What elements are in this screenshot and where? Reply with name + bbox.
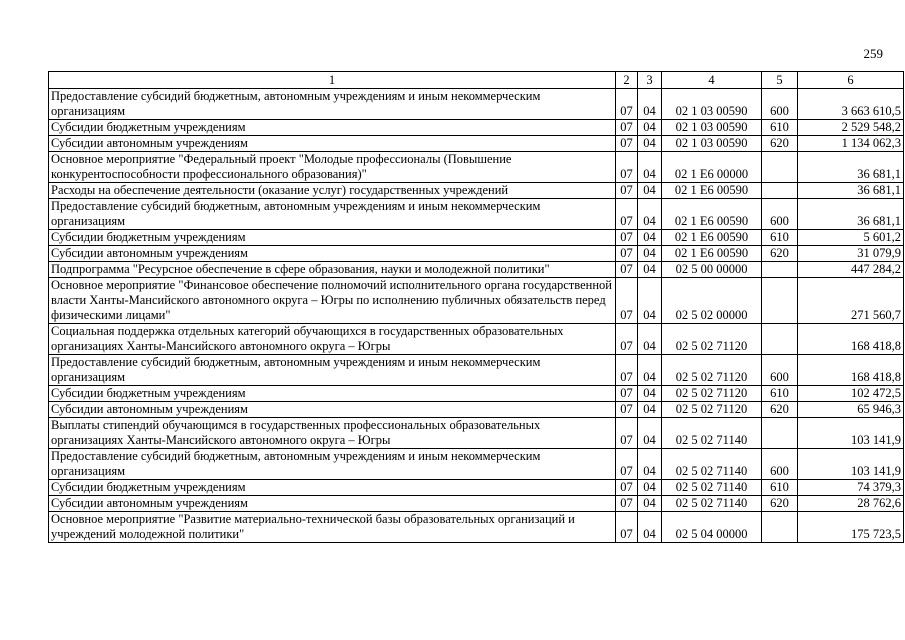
row-amount-cell: 1 134 062,3	[798, 136, 904, 152]
row-amount-cell: 31 079,9	[798, 246, 904, 262]
table-row	[49, 246, 904, 262]
row-subsection-cell: 04	[638, 199, 662, 230]
row-name-cell: Субсидии бюджетным учреждениям	[49, 480, 616, 496]
row-subsection-cell: 04	[638, 262, 662, 278]
row-target-article-cell: 02 5 02 71140	[662, 449, 762, 480]
row-expense-type-cell: 610	[762, 230, 798, 246]
table-row	[49, 230, 904, 246]
page-number: 259	[863, 46, 883, 61]
row-expense-type-cell: 600	[762, 89, 798, 120]
row-amount-cell: 3 663 610,5	[798, 89, 904, 120]
row-amount-cell: 5 601,2	[798, 230, 904, 246]
row-section-cell: 07	[616, 386, 638, 402]
row-name-cell: Субсидии автономным учреждениям	[49, 136, 616, 152]
table-row	[49, 418, 904, 449]
table-row	[49, 120, 904, 136]
table-row	[49, 355, 904, 386]
row-name-cell: Субсидии автономным учреждениям	[49, 496, 616, 512]
row-amount-cell: 36 681,1	[798, 183, 904, 199]
row-name-cell: Субсидии бюджетным учреждениям	[49, 386, 616, 402]
row-amount-cell: 102 472,5	[798, 386, 904, 402]
row-subsection-cell: 04	[638, 246, 662, 262]
row-expense-type-cell	[762, 418, 798, 449]
row-amount-cell: 28 762,6	[798, 496, 904, 512]
row-name-cell: Расходы на обеспечение деятельности (оказание услуг) государственных учреждений	[49, 183, 616, 199]
row-expense-type-cell	[762, 183, 798, 199]
row-subsection-cell: 04	[638, 89, 662, 120]
row-expense-type-cell	[762, 324, 798, 355]
row-name-cell: Субсидии бюджетным учреждениям	[49, 230, 616, 246]
table-row	[49, 512, 904, 543]
row-target-article-cell: 02 5 02 71120	[662, 386, 762, 402]
row-section-cell: 07	[616, 199, 638, 230]
row-section-cell: 07	[616, 418, 638, 449]
table-row	[49, 199, 904, 230]
row-expense-type-cell: 620	[762, 402, 798, 418]
row-section-cell: 07	[616, 324, 638, 355]
row-target-article-cell: 02 1 Е6 00590	[662, 230, 762, 246]
row-section-cell: 07	[616, 512, 638, 543]
row-expense-type-cell: 610	[762, 386, 798, 402]
row-name-cell: Подпрограмма "Ресурсное обеспечение в сфере образования, науки и молодежной политики"	[49, 262, 616, 278]
row-name-cell: Основное мероприятие "Федеральный проект "Молодые профессионалы (Повышение конкурентоспособности профессионального образования)"	[49, 152, 616, 183]
row-section-cell: 07	[616, 152, 638, 183]
row-subsection-cell: 04	[638, 324, 662, 355]
table-row	[49, 278, 904, 324]
table-row	[49, 183, 904, 199]
row-subsection-cell: 04	[638, 278, 662, 324]
row-section-cell: 07	[616, 496, 638, 512]
row-target-article-cell: 02 5 02 00000	[662, 278, 762, 324]
row-subsection-cell: 04	[638, 120, 662, 136]
row-name-cell: Субсидии автономным учреждениям	[49, 402, 616, 418]
row-section-cell: 07	[616, 89, 638, 120]
row-amount-cell: 168 418,8	[798, 355, 904, 386]
header-row	[49, 72, 904, 89]
table-row	[49, 324, 904, 355]
row-amount-cell: 36 681,1	[798, 152, 904, 183]
row-amount-cell: 271 560,7	[798, 278, 904, 324]
row-target-article-cell: 02 5 02 71140	[662, 480, 762, 496]
row-section-cell: 07	[616, 262, 638, 278]
column-header-target-article: 4	[662, 72, 762, 89]
row-subsection-cell: 04	[638, 496, 662, 512]
row-target-article-cell: 02 5 02 71140	[662, 496, 762, 512]
row-amount-cell: 175 723,5	[798, 512, 904, 543]
row-target-article-cell: 02 5 02 71140	[662, 418, 762, 449]
row-expense-type-cell: 620	[762, 496, 798, 512]
row-name-cell: Основное мероприятие "Финансовое обеспечение полномочий исполнительного органа государственной власти Ханты-Мансийского автономного округа – Югры по исполнению публичных обязательств перед физическими лицами"	[49, 278, 616, 324]
row-amount-cell: 2 529 548,2	[798, 120, 904, 136]
row-target-article-cell: 02 1 03 00590	[662, 89, 762, 120]
row-subsection-cell: 04	[638, 386, 662, 402]
column-header-section: 2	[616, 72, 638, 89]
row-section-cell: 07	[616, 355, 638, 386]
row-amount-cell: 103 141,9	[798, 418, 904, 449]
row-section-cell: 07	[616, 183, 638, 199]
row-subsection-cell: 04	[638, 230, 662, 246]
row-section-cell: 07	[616, 402, 638, 418]
row-amount-cell: 103 141,9	[798, 449, 904, 480]
table-row	[49, 136, 904, 152]
row-target-article-cell: 02 5 02 71120	[662, 355, 762, 386]
row-amount-cell: 74 379,3	[798, 480, 904, 496]
column-header-name: 1	[49, 72, 616, 89]
row-name-cell: Субсидии автономным учреждениям	[49, 246, 616, 262]
row-subsection-cell: 04	[638, 136, 662, 152]
table-row	[49, 386, 904, 402]
row-expense-type-cell	[762, 262, 798, 278]
row-expense-type-cell: 600	[762, 449, 798, 480]
row-subsection-cell: 04	[638, 183, 662, 199]
row-target-article-cell: 02 1 Е6 00000	[662, 152, 762, 183]
row-expense-type-cell	[762, 512, 798, 543]
table-body	[49, 89, 904, 543]
row-target-article-cell: 02 1 Е6 00590	[662, 199, 762, 230]
row-name-cell: Выплаты стипендий обучающимся в государственных профессиональных образовательных организациях Ханты-Мансийского автономного округа – Югры	[49, 418, 616, 449]
row-section-cell: 07	[616, 120, 638, 136]
row-target-article-cell: 02 5 02 71120	[662, 324, 762, 355]
row-expense-type-cell: 610	[762, 120, 798, 136]
row-amount-cell: 36 681,1	[798, 199, 904, 230]
row-name-cell: Основное мероприятие "Развитие материально-технической базы образовательных организаций и учреждений молодежной политики"	[49, 512, 616, 543]
column-header-expense-type: 5	[762, 72, 798, 89]
row-expense-type-cell: 620	[762, 246, 798, 262]
row-expense-type-cell	[762, 278, 798, 324]
row-name-cell: Субсидии бюджетным учреждениям	[49, 120, 616, 136]
row-subsection-cell: 04	[638, 152, 662, 183]
table-row	[49, 480, 904, 496]
row-subsection-cell: 04	[638, 355, 662, 386]
table-row	[49, 496, 904, 512]
row-target-article-cell: 02 5 02 71120	[662, 402, 762, 418]
row-name-cell: Социальная поддержка отдельных категорий обучающихся в государственных образовательных организациях Ханты-Мансийского автономного округа – Югры	[49, 324, 616, 355]
table-row	[49, 449, 904, 480]
table-row	[49, 89, 904, 120]
row-subsection-cell: 04	[638, 480, 662, 496]
row-amount-cell: 65 946,3	[798, 402, 904, 418]
row-name-cell: Предоставление субсидий бюджетным, автономным учреждениям и иным некоммерческим организациям	[49, 449, 616, 480]
table-row	[49, 262, 904, 278]
column-header-amount: 6	[798, 72, 904, 89]
row-subsection-cell: 04	[638, 449, 662, 480]
row-expense-type-cell: 610	[762, 480, 798, 496]
row-section-cell: 07	[616, 480, 638, 496]
row-expense-type-cell: 620	[762, 136, 798, 152]
row-target-article-cell: 02 1 03 00590	[662, 136, 762, 152]
row-section-cell: 07	[616, 449, 638, 480]
row-name-cell: Предоставление субсидий бюджетным, автономным учреждениям и иным некоммерческим организациям	[49, 199, 616, 230]
row-amount-cell: 168 418,8	[798, 324, 904, 355]
row-amount-cell: 447 284,2	[798, 262, 904, 278]
row-expense-type-cell	[762, 152, 798, 183]
row-subsection-cell: 04	[638, 418, 662, 449]
table-row	[49, 402, 904, 418]
row-name-cell: Предоставление субсидий бюджетным, автономным учреждениям и иным некоммерческим организациям	[49, 89, 616, 120]
budget-table	[48, 71, 904, 543]
row-target-article-cell: 02 1 Е6 00590	[662, 183, 762, 199]
row-expense-type-cell: 600	[762, 199, 798, 230]
row-expense-type-cell: 600	[762, 355, 798, 386]
row-target-article-cell: 02 1 Е6 00590	[662, 246, 762, 262]
row-target-article-cell: 02 1 03 00590	[662, 120, 762, 136]
row-subsection-cell: 04	[638, 512, 662, 543]
column-header-subsection: 3	[638, 72, 662, 89]
row-section-cell: 07	[616, 246, 638, 262]
row-section-cell: 07	[616, 278, 638, 324]
row-section-cell: 07	[616, 136, 638, 152]
row-target-article-cell: 02 5 00 00000	[662, 262, 762, 278]
row-target-article-cell: 02 5 04 00000	[662, 512, 762, 543]
row-name-cell: Предоставление субсидий бюджетным, автономным учреждениям и иным некоммерческим организациям	[49, 355, 616, 386]
table-row	[49, 152, 904, 183]
row-section-cell: 07	[616, 230, 638, 246]
row-subsection-cell: 04	[638, 402, 662, 418]
